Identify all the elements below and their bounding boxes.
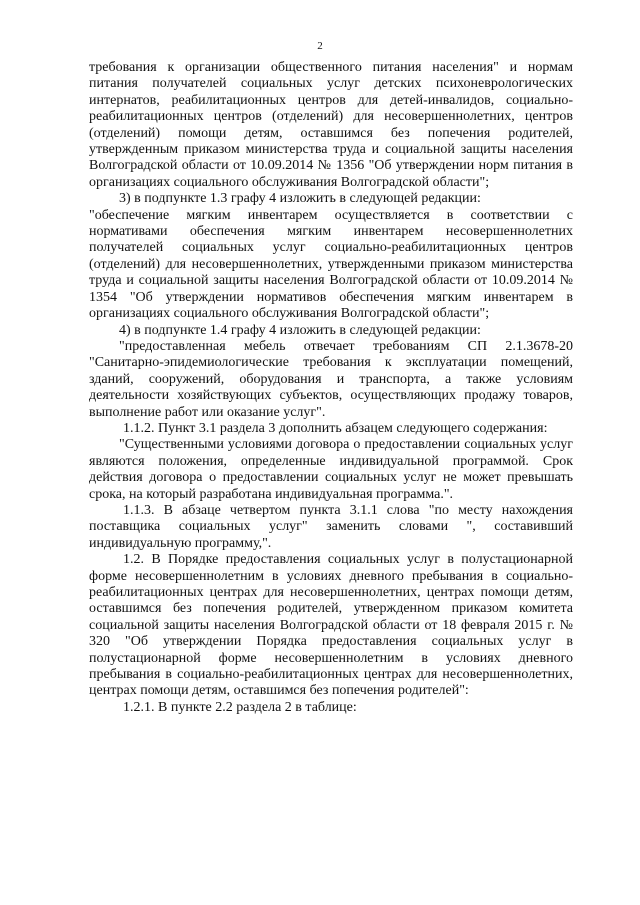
- paragraph-item-4-heading: 4) в подпункте 1.4 графу 4 изложить в следующей редакции:: [119, 322, 481, 338]
- paragraph-soft-inventory: "обеспечение мягким инвентарем осуществляется в соответствии с нормативами обеспечения мягким инвентарем несовершеннолетних получателей социальных услуг социально-реабилитационных центров (отделений) для несовершеннолетних, утвержденными приказом министерства труда и социальной защиты населения Волгоградской области от 10.09.2014 № 1354 "Об утверждении нормативов обеспечения мягким инвентарем в организациях социального обслуживания Волгоградской области";: [89, 207, 573, 322]
- paragraph-item-3-heading: 3) в подпункте 1.3 графу 4 изложить в следующей редакции:: [119, 191, 481, 207]
- paragraph-clause-1-2: 1.2. В Порядке предоставления социальных услуг в полустационарной форме несовершеннолетним в условиях дневного пребывания в социально-реабилитационных центрах для несовершеннолетних, центрах помощи детям, оставшимся без попечения родителей, утвержденном приказом комитета социальной защиты населения Волгоградской области от 18 февраля 2015 г. № 320 "Об утверждении Порядка предоставления социальных услуг в полустационарной форме несовершеннолетним в условиях дневного пребывания в социально-реабилитационных центрах для несовершеннолетних, центрах помощи детям, оставшимся без попечения родителей":: [89, 552, 573, 699]
- page-number: 2: [317, 40, 323, 52]
- paragraph-clause-1-2-1: 1.2.1. В пункте 2.2 раздела 2 в таблице:: [123, 699, 357, 715]
- paragraph-clause-1-1-3: 1.1.3. В абзаце четвертом пункта 3.1.1 слова "по месту нахождения поставщика социальных услуг" заменить словами ", составивший индивидуальную программу,".: [89, 502, 573, 551]
- document-body: [89, 60, 573, 716]
- paragraph-contract-conditions: "Существенными условиями договора о предоставлении социальных услуг являются положения, определенные индивидуальной программой. Срок действия договора о предоставлении социальных услуг не может превышать срока, на который разработана индивидуальная программа.".: [89, 437, 573, 502]
- paragraph-clause-1-1-2: 1.1.2. Пункт 3.1 раздела 3 дополнить абзацем следующего содержания:: [123, 420, 548, 436]
- paragraph-nutrition-norms: требования к организации общественного питания населения" и нормам питания получателей социальных услуг детских психоневрологических интернатов, реабилитационных центров для детей-инвалидов, социально-реабилитационных центров (отделений) для несовершеннолетних, центров (отделений) помощи детям, оставшимся без попечения родителей, утвержденным приказом министерства труда и социальной защиты населения Волгоградской области от 10.09.2014 № 1356 "Об утверждении норм питания в организациях социального обслуживания Волгоградской области";: [89, 60, 573, 190]
- paragraph-furniture: "предоставленная мебель отвечает требованиям СП 2.1.3678-20 "Санитарно-эпидемиологические требования к эксплуатации помещений, зданий, сооружений, оборудования и транспорта, а также условиям деятельности хозяйствующих субъектов, осуществляющих продажу товаров, выполнение работ или оказание услуг".: [89, 338, 573, 420]
